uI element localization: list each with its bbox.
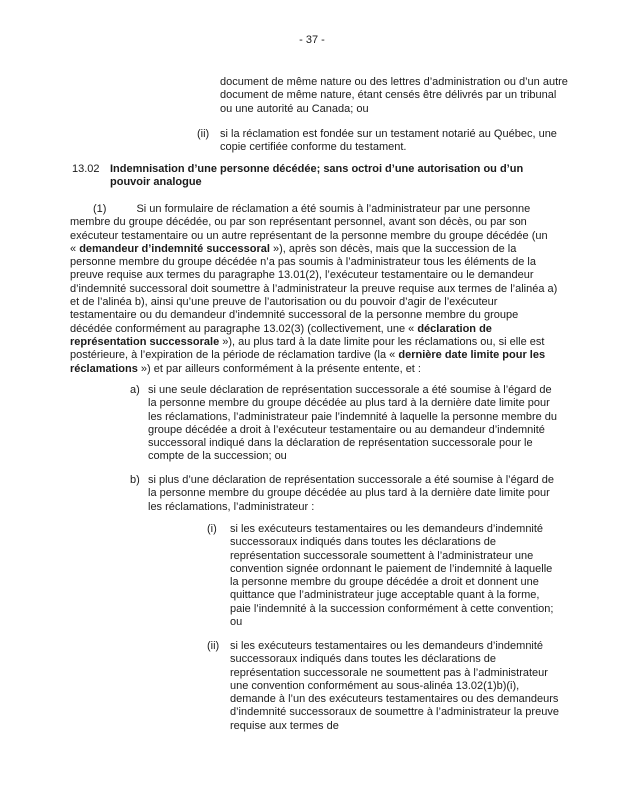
list-item-text: si la réclamation est fondée sur un testament notarié au Québec, une copie certifiée conforme du testament. xyxy=(220,128,557,154)
subclause-i-text: si les exécuteurs testamentaires ou les demandeurs d’indemnité successoraux indiqués dans toutes les déclarations de représentation successorale soumettent à l’administrateur une convention signée ordonnant le paiement de l’indemnité à laquelle la personne membre du groupe décédée a droit et donnent une quittance que l’administrateur juge acceptable quant à la forme, paie l’indemnité à la succession conformément à cette convention; ou xyxy=(230,523,554,629)
paragraph-1-text: Si un formulaire de réclamation a été soumis à l’administrateur par une personne membre du groupe décédée, ou par son représentant personnel, avant son décès, ou par son exécuteur testamentaire ou un autre représentant de la personne membre du groupe décédée (un « demandeur d’indemnité successoral »), après son décès, mais que la succession de la personne membre du groupe décédée n’a pas soumis à l’administrateur tous les éléments de la preuve requise aux termes du paragraphe 13.01(2), l’exécuteur testamentaire ou le demandeur d’indemnité successoral doit soumettre à l’administrateur la preuve requise aux termes de l’alinéa a) et de l’alinéa b), ainsi qu’une preuve de l’autorisation ou du pouvoir d’agir de l’exécuteur testamentaire ou du demandeur d’indemnité successoral de la personne membre du groupe décédée conformément au paragraphe 13.02(3) (collectivement, une « déclaration de représentation successorale »), au plus tard à la date limite pour les réclamations ou, si elle est postérieure, à l’expiration de la période de réclamation tardive (la « dernière date limite pour les réclamations ») et par ailleurs conformément à la présente entente, et : xyxy=(70,203,558,375)
clause-a-marker: a) xyxy=(130,384,140,396)
section-title: Indemnisation d’une personne décédée; sans octroi d’une autorisation ou d’un pouvoir analogue xyxy=(110,163,524,189)
clause-b xyxy=(130,474,563,514)
subclause-i xyxy=(207,523,560,629)
paragraph-1 xyxy=(70,203,562,376)
subclause-ii xyxy=(207,640,560,733)
page-number: - 37 - xyxy=(299,34,325,46)
continuation-paragraph: document de même nature ou des lettres d’administration ou d’un autre document de même nature, étant censés être délivrés par un tribunal ou une autorité au Canada; ou xyxy=(220,76,568,115)
subclause-ii-marker: (ii) xyxy=(207,640,220,652)
paragraph-1-marker: (1) xyxy=(93,203,107,215)
section-heading xyxy=(72,163,565,190)
clause-a xyxy=(130,384,563,464)
clause-b-text: si plus d’une déclaration de représentation successorale a été soumise à l’égard de la personne membre du groupe décédée au plus tard à la dernière date limite pour les réclamations, l’administrateur : xyxy=(148,474,555,513)
subclause-ii-text: si les exécuteurs testamentaires ou les demandeurs d’indemnité successoraux indiqués dans toutes les déclarations de représentation successorale ne soumettent pas à l’administrateur une convention conformément au sous-alinéa 13.02(1)b)(i), demande à l’un des exécuteurs testamentaires ou des demandeurs d’indemnité successoraux de soumettre à l’administrateur la preuve requise aux termes de xyxy=(230,640,559,732)
list-item-ii-continued xyxy=(197,128,565,155)
clause-b-marker: b) xyxy=(130,474,140,486)
clause-a-text: si une seule déclaration de représentation successorale a été soumise à l’égard de la personne membre du groupe décédée au plus tard à la dernière date limite pour les réclamations, l’administrateur paie l’indemnité à laquelle la personne membre du groupe décédée a droit à l’exécuteur testamentaire ou au demandeur d’indemnité successoral indiqué dans la déclaration de représentation successorale pour le compte de la succession; ou xyxy=(148,384,558,463)
list-marker: (ii) xyxy=(197,128,210,140)
section-number: 13.02 xyxy=(72,163,100,175)
subclause-i-marker: (i) xyxy=(207,523,217,535)
